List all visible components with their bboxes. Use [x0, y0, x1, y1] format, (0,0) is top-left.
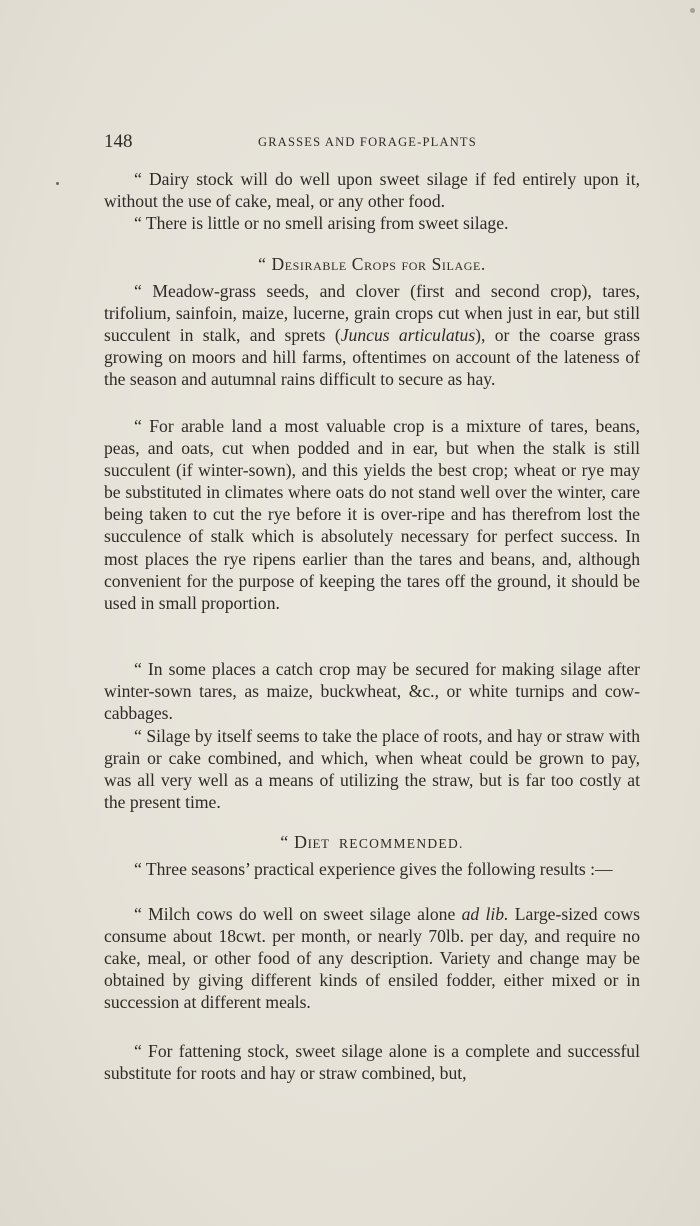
section-heading-diet-cap: “ Diet	[280, 832, 330, 852]
paragraph-smell: “ There is little or no smell arising from sweet silage.	[134, 213, 509, 233]
paragraph-catch-crop: “ In some places a catch crop may be secured for making silage after winter-sown tares, as maize, buckwheat, &c., or white turnips and cow-cabbages.	[104, 659, 640, 724]
latin-name-juncus: Juncus articulatus	[340, 325, 476, 346]
paragraph-dairy-stock: “ Dairy stock will do well upon sweet silage if fed entirely upon it, without the use of cake, meal, or any other food.	[104, 169, 640, 212]
paragraph-three-seasons: “ Three seasons’ practical experience gives the following results :—	[134, 859, 613, 879]
paragraph-meadow-grass-text-b: ), or the coarse grass growing on moors and hill farms, oftentimes on account of the lateness of the season and autumnal rains difficult to secure as hay.	[104, 325, 640, 390]
running-title: GRASSES AND FORAGE-PLANTS	[258, 135, 477, 149]
paragraph-arable-land: “ For arable land a most valuable crop is a mixture of tares, beans, peas, and oats, cut when podded and in ear, but when the stalk is still succulent (if winter-sown), and this yields the best crop; wheat or rye may be substituted in climates where oats do not stand well over the winter, care being taken to cut the rye before it is over-ripe and has therefrom lost the succulence of stalk which is absolutely necessary for perfect success. In most places the rye ripens earlier than the tares and beans, and, although convenient for the purpose of keeping the tares off the ground, it should be used in small proportion.	[104, 416, 640, 613]
paragraph-meadow-grass	[104, 280, 640, 390]
page-number: 148	[104, 131, 133, 152]
paper-speck	[690, 8, 695, 13]
paragraph-fattening-stock: “ For fattening stock, sweet silage alone is a complete and successful substitute for roots and hay or straw combined, but,	[104, 1041, 640, 1084]
section-heading-desirable-crops: “ Desirable Crops for Silage.	[258, 254, 486, 274]
paragraph-milch-cows-text-b: Large-sized cows consume about 18cwt. per month, or nearly 70lb. per day, and require no cake, meal, or other food of any description. Variety and change may be obtained by giving different kinds of ensiled fodder, either mixed or in succession at different meals.	[104, 904, 640, 1013]
section-heading-diet	[104, 832, 640, 853]
paragraph-silage-itself: “ Silage by itself seems to take the place of roots, and hay or straw with grain or cake combined, and which, when wheat could be grown to pay, was all very well as a means of utilizing the straw, but is far too costly at the present time.	[104, 726, 640, 813]
page-header	[104, 131, 640, 155]
section-heading-diet-rest: RECOMMENDED.	[338, 836, 464, 851]
phrase-ad-lib: ad lib.	[461, 904, 509, 924]
paper-speck	[56, 182, 59, 185]
paragraph-meadow-grass-text-a: “ Meadow-grass seeds, and clover (first and second crop), tares, trifolium, sainfoin, maize, lucerne, grain crops cut when just in ear, but still succulent in stalk, and sprets (	[104, 281, 640, 346]
paragraph-milch-cows-text-a: “ Milch cows do well on sweet silage alone	[134, 904, 462, 924]
paragraph-milch-cows	[104, 903, 640, 1013]
